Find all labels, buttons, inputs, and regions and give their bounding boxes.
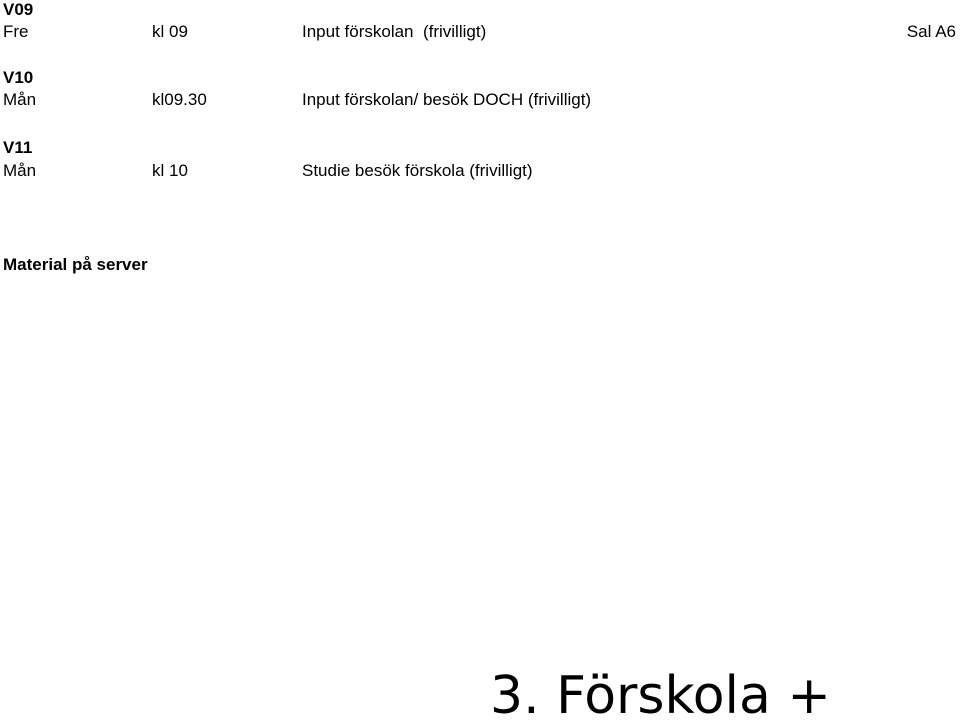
material-heading: Material på server bbox=[3, 255, 148, 274]
day-label: Fre bbox=[3, 22, 29, 41]
time-label: kl09.30 bbox=[152, 90, 207, 109]
time-label: kl 09 bbox=[152, 22, 188, 41]
activity-label: Input förskolan/ besök DOCH (frivilligt) bbox=[302, 90, 592, 109]
room-label: Sal A6 bbox=[906, 22, 956, 41]
day-label: Mån bbox=[3, 90, 37, 109]
section-heading: 3. Förskola + bbox=[490, 666, 831, 726]
week-label: V11 bbox=[3, 138, 33, 157]
week-label: V09 bbox=[3, 0, 34, 19]
time-label: kl 10 bbox=[152, 161, 188, 180]
activity-label: Studie besök förskola (frivilligt) bbox=[302, 161, 533, 180]
day-label: Mån bbox=[3, 161, 37, 180]
activity-label: Input förskolan (frivilligt) bbox=[302, 22, 487, 41]
week-label: V10 bbox=[3, 68, 34, 87]
